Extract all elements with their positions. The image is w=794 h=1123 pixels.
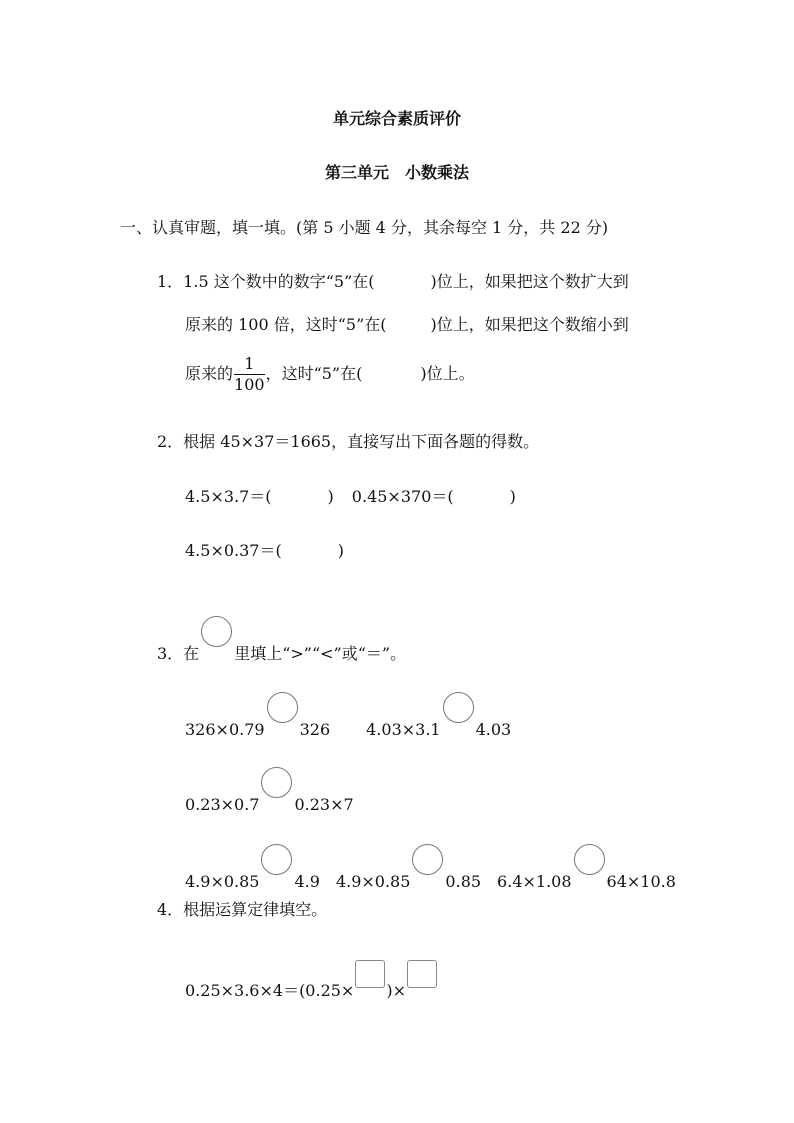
- compare-circle-input[interactable]: [443, 692, 474, 723]
- q2-e2: 0.45×370＝(: [351, 487, 454, 506]
- q3-r3b-right: 0.85: [445, 872, 482, 891]
- compare-circle-input[interactable]: [261, 767, 292, 798]
- section-heading: 一、认真审题，填一填。(第 5 小题 4 分，其余每空 1 分，共 22 分): [120, 218, 609, 237]
- q1-line2: [185, 314, 629, 336]
- q2-e1: 4.5×3.7＝(: [185, 487, 272, 506]
- q3-r3b-left: 4.9×0.85: [335, 872, 411, 891]
- q2-e1-close: ): [327, 487, 334, 506]
- q3-line1-a: 3．在: [157, 644, 200, 663]
- q4-line1: 4．根据运算定律填空。: [157, 900, 328, 919]
- q2-e3-close: ): [337, 541, 344, 560]
- fraction: [234, 354, 265, 395]
- q3-r1a-right: 326: [299, 720, 331, 739]
- q1-line3-start: 原来的: [185, 364, 234, 383]
- answer-box-input[interactable]: [407, 960, 437, 988]
- q1-line1: [157, 271, 629, 293]
- compare-circle-input[interactable]: [412, 844, 443, 875]
- q1-line3-mid: ，这时“5”在(: [265, 364, 363, 383]
- q2-row1: [185, 486, 516, 508]
- q4-expr-b: )×: [386, 981, 406, 1000]
- page-title: 单元综合素质评价: [332, 109, 461, 128]
- q3-r1a-left: 326×0.79: [185, 720, 265, 739]
- q3-r3a-right: 4.9: [294, 872, 320, 891]
- q3-row1: [185, 692, 511, 741]
- q4-expr: [185, 960, 438, 1002]
- q3-line1-b: 里填上“>”“<”或“＝”。: [234, 644, 407, 663]
- q1-line3: [185, 352, 475, 396]
- q1-line1-text: 1．1.5 这个数中的数字“5”在(: [157, 272, 375, 291]
- unit-subtitle: 第三单元 小数乘法: [324, 163, 469, 182]
- q3-r1b-left: 4.03×3.1: [366, 720, 441, 739]
- q2-e2-close: ): [509, 487, 516, 506]
- q3-row3: [185, 844, 676, 893]
- q3-row2: [185, 767, 354, 816]
- q1-line3-end: )位上。: [420, 364, 475, 383]
- q3-r3c-right: 64×10.8: [606, 872, 676, 891]
- answer-box-input[interactable]: [355, 960, 385, 988]
- q1-line2-text: 原来的 100 倍，这时“5”在(: [185, 315, 387, 334]
- comparison-circle-icon: [201, 616, 232, 647]
- q1-line2-end: )位上，如果把这个数缩小到: [430, 315, 629, 334]
- q2-e3: 4.5×0.37＝(: [185, 541, 282, 560]
- q3-r2-left: 0.23×0.7: [185, 795, 260, 814]
- q2-row2: [185, 540, 344, 562]
- q3-r3c-left: 6.4×1.08: [497, 872, 572, 891]
- q3-r2-right: 0.23×7: [294, 795, 354, 814]
- compare-circle-input[interactable]: [574, 844, 605, 875]
- compare-circle-input[interactable]: [261, 844, 292, 875]
- q1-line1-end: )位上，如果把这个数扩大到: [430, 272, 629, 291]
- q3-r1b-right: 4.03: [475, 720, 512, 739]
- q3-r3a-left: 4.9×0.85: [185, 872, 260, 891]
- q2-line1: 2．根据 45×37＝1665，直接写出下面各题的得数。: [157, 432, 540, 451]
- fraction-numerator: 1: [234, 354, 265, 375]
- compare-circle-input[interactable]: [267, 692, 298, 723]
- q3-line1: [157, 616, 406, 665]
- fraction-denominator: 100: [234, 375, 265, 394]
- q4-expr-a: 0.25×3.6×4＝(0.25×: [185, 981, 355, 1000]
